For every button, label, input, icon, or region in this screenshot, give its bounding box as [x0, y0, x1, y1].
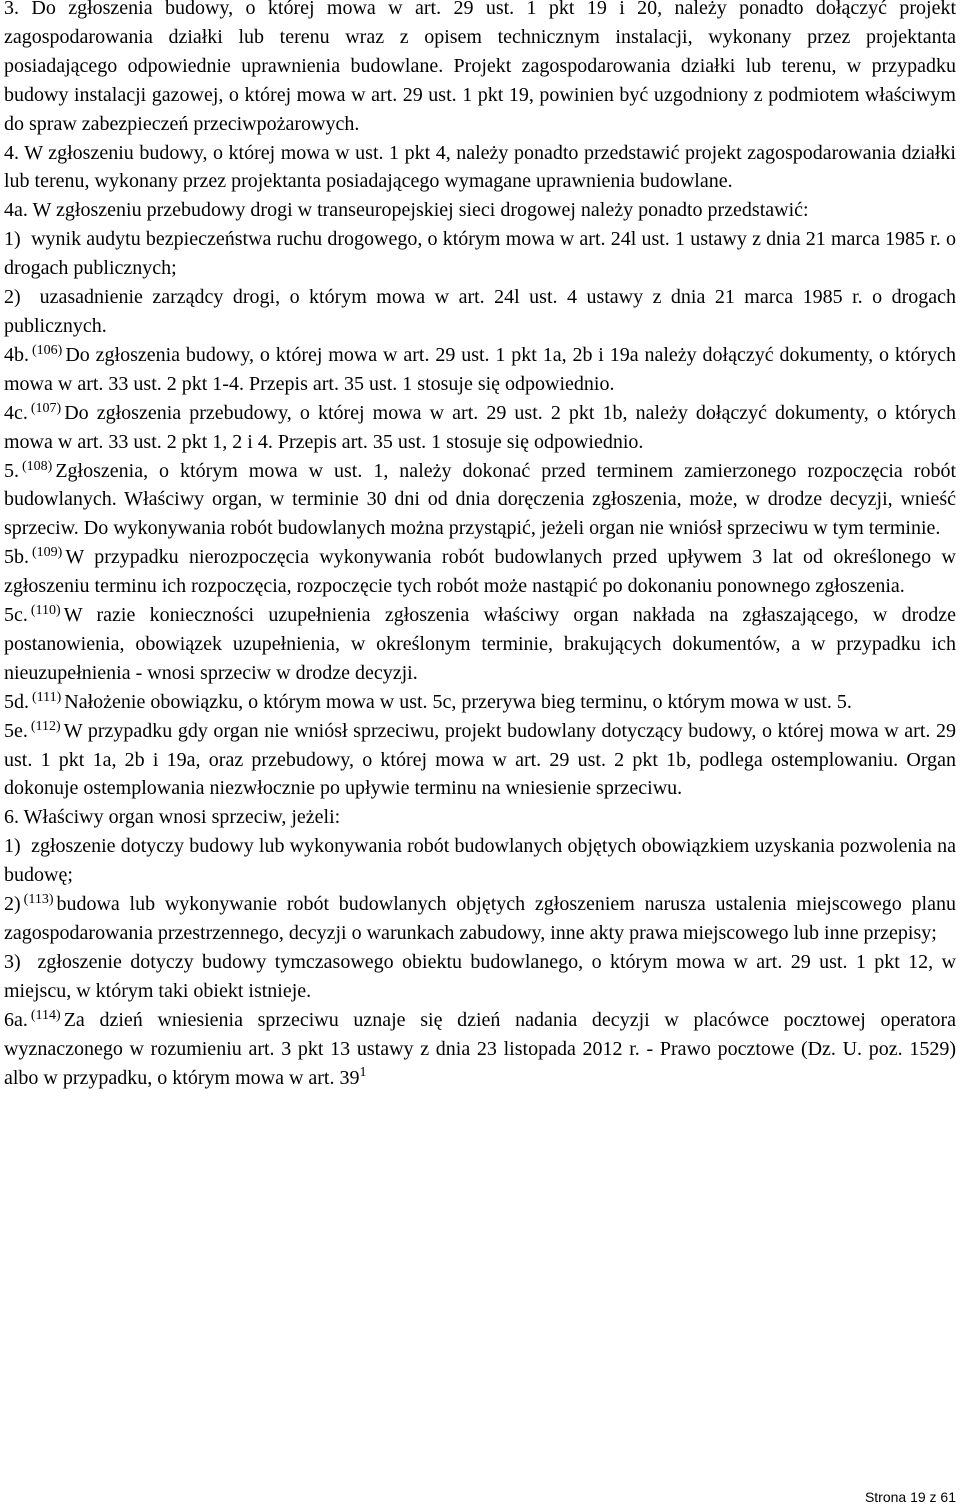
paragraph-text: W przypadku nierozpoczęcia wykonywania robót budowlanych przed upływem 3 lat od określonego w zgłoszeniu terminu ich rozpoczęcia, rozpoczęcie tych robót może nastąpić po dokonaniu ponownego zgłoszenia. [4, 546, 956, 598]
paragraph-4b [4, 341, 956, 399]
paragraph-text: Nałożenie obowiązku, o którym mowa w ust. 5c, przerywa bieg terminu, o którym mowa w ust. 5. [64, 690, 852, 713]
paragraph-5b [4, 543, 956, 601]
paragraph-4 [4, 139, 956, 197]
paragraph-5d [4, 688, 956, 717]
list-item-6-2 [4, 890, 956, 948]
paragraph-number: 4b. [4, 343, 29, 366]
footnote-ref: (114) [30, 1007, 61, 1023]
item-number: 2) [4, 893, 21, 916]
footnote-ref: (107) [30, 400, 62, 416]
paragraph-text: Do zgłoszenia budowy, o której mowa w art. 29 ust. 1 pkt 19 i 20, należy ponadto dołączyć projekt zagospodarowania działki lub terenu wraz z opisem technicznym instalacji, wykonany przez projektanta posiadającego odpowiednie uprawnienia budowlane. Projekt zagospodarowania działki lub terenu, w przypadku budowy instalacji gazowej, o której mowa w art. 29 ust. 1 pkt 19, powinien być uzgodniony z podmiotem właściwym do spraw zabezpieczeń przeciwpożarowych. [4, 0, 957, 135]
item-text: wynik audytu bezpieczeństwa ruchu drogowego, o którym mowa w art. 24l ust. 1 ustawy z dnia 21 marca 1985 r. o drogach publicznych; [4, 228, 957, 280]
page-number-footer: Strona 19 z 61 [864, 1489, 956, 1505]
paragraph-5 [4, 457, 956, 544]
footnote-ref: (112) [30, 718, 61, 734]
paragraph-text: Do zgłoszenia budowy, o której mowa w art. 29 ust. 1 pkt 1a, 2b i 19a należy dołączyć dokumenty, o których mowa w art. 33 ust. 2 pkt 1-4. Przepis art. 35 ust. 1 stosuje się odpowiednio. [4, 343, 956, 395]
list-item-4a-1 [4, 225, 956, 283]
list-item-6-1 [4, 832, 956, 890]
footnote-ref: (113) [23, 892, 54, 908]
footnote-ref: (106) [32, 342, 63, 358]
item-number: 1) [4, 835, 21, 858]
paragraph-number: 6a. [4, 1008, 28, 1031]
paragraph-5c [4, 601, 956, 688]
paragraph-number: 5c. [4, 604, 28, 627]
paragraph-number: 6. [4, 806, 19, 829]
item-text: zgłoszenie dotyczy budowy tymczasowego obiektu budowlanego, o którym mowa w art. 29 ust. 1 pkt 12, w miejscu, w którym taki obiekt istnieje. [4, 950, 957, 1002]
paragraph-3 [4, 0, 956, 139]
item-text: uzasadnienie zarządcy drogi, o którym mowa w art. 24l ust. 4 ustawy z dnia 21 marca 1985 r. o drogach publicznych. [4, 286, 957, 337]
paragraph-4a [4, 196, 956, 225]
footnote-ref: (110) [30, 603, 61, 619]
item-text: zgłoszenie dotyczy budowy lub wykonywania robót budowlanych objętych obowiązkiem uzyskania pozwolenia na budowę; [4, 835, 957, 887]
superscript-marker: 1 [359, 1064, 367, 1080]
paragraph-number: 5d. [4, 690, 29, 713]
paragraph-text: W przypadku gdy organ nie wniósł sprzeciwu, projekt budowlany dotyczący budowy, o której mowa w art. 29 ust. 1 pkt 1a, 2b i 19a, oraz przebudowy, o której mowa w art. 29 ust. 2 pkt 1b, podlega ostemplowaniu. Organ dokonuje ostemplowania niezwłocznie po upływie terminu na wniesienie sprzeciwu. [4, 719, 956, 800]
paragraph-number: 4a. [4, 199, 28, 222]
footnote-ref: (111) [32, 689, 62, 705]
paragraph-number: 4. [4, 141, 19, 164]
item-number: 3) [4, 950, 21, 973]
item-text: budowa lub wykonywanie robót budowlanych objętych zgłoszeniem narusza ustalenia miejscowego planu zagospodarowania przestrzennego, decyzji o warunkach zabudowy, inne akty prawa miejscowego lub inne przepisy; [4, 893, 956, 944]
paragraph-text: Do zgłoszenia przebudowy, o której mowa w art. 29 ust. 2 pkt 1b, należy dołączyć dokumenty, o których mowa w art. 33 ust. 2 pkt 1, 2 i 4. Przepis art. 35 ust. 1 stosuje się odpowiednio. [4, 401, 956, 453]
footnote-ref: (108) [22, 458, 53, 474]
paragraph-text: Zgłoszenia, o którym mowa w ust. 1, należy dokonać przed terminem zamierzonego rozpoczęcia robót budowlanych. Właściwy organ, w terminie 30 dni od dnia doręczenia zgłoszenia, może, w drodze decyzji, wnieść sprzeciw. Do wykonywania robót budowlanych można przystąpić, jeżeli organ nie wniósł sprzeciwu w tym terminie. [4, 459, 956, 540]
list-item-6-3 [4, 948, 956, 1006]
paragraph-text: W zgłoszeniu budowy, o której mowa w ust. 1 pkt 4, należy ponadto przedstawić projekt zagospodarowania działki lub terenu, wykonany przez projektanta posiadającego wymagane uprawnienia budowlane. [4, 141, 956, 193]
item-number: 1) [4, 228, 21, 251]
paragraph-text: Za dzień wniesienia sprzeciwu uznaje się dzień nadania decyzji w placówce pocztowej operatora wyznaczonego w rozumieniu art. 3 pkt 13 ustawy z dnia 23 listopada 2012 r. - Prawo pocztowe (Dz. U. poz. 1529) albo w przypadku, o którym mowa w art. 39 [4, 1008, 956, 1089]
paragraph-6a [4, 1006, 956, 1093]
paragraph-number: 4c. [4, 401, 28, 424]
paragraph-text: Właściwy organ wnosi sprzeciw, jeżeli: [23, 806, 341, 829]
paragraph-text: W razie konieczności uzupełnienia zgłoszenia właściwy organ nakłada na zgłaszającego, w drodze postanowienia, obowiązek uzupełnienia, w określonym terminie, brakujących dokumentów, a w przypadku ich nieuzupełnienia - wnosi sprzeciw w drodze decyzji. [4, 604, 956, 684]
list-item-4a-2 [4, 283, 956, 341]
paragraph-6 [4, 803, 956, 832]
paragraph-4c [4, 399, 956, 457]
paragraph-text: W zgłoszeniu przebudowy drogi w transeuropejskiej sieci drogowej należy ponadto przedstawić: [32, 199, 809, 222]
document-body [4, 0, 956, 1092]
paragraph-number: 3. [4, 0, 19, 19]
paragraph-number: 5. [4, 459, 19, 482]
paragraph-number: 5b. [4, 546, 29, 569]
item-number: 2) [4, 286, 21, 309]
footnote-ref: (109) [32, 545, 63, 561]
paragraph-5e [4, 717, 956, 804]
paragraph-number: 5e. [4, 719, 28, 742]
